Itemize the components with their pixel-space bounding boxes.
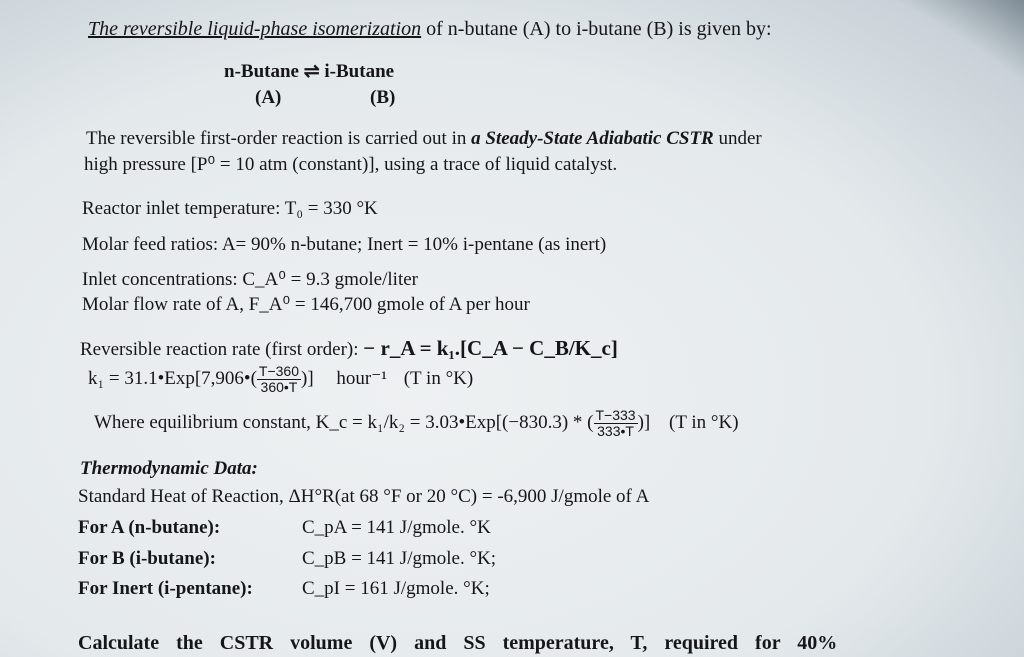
description-line-2: high pressure [P⁰ = 10 atm (constant)], using a trace of liquid catalyst. xyxy=(84,154,618,175)
thermo-label-b: For B (i-butane): xyxy=(78,548,216,569)
heat-of-reaction: Standard Heat of Reaction, ΔH°R(at 68 °F or 20 °C) = -6,900 J/gmole of A xyxy=(78,486,650,507)
k1-denominator: 360•T xyxy=(260,379,298,395)
k1-equation xyxy=(88,364,473,395)
k1-numerator: T−360 xyxy=(258,363,299,379)
thermo-value-inert: C_pI = 161 J/gmole. °K; xyxy=(302,578,490,599)
rate-expression: − r_A = k₁.[C_A − C_B/K_c] xyxy=(363,336,618,360)
reactor-type: a Steady-State Adiabatic CSTR xyxy=(471,128,714,149)
thermo-value-a: C_pA = 141 J/gmole. °K xyxy=(302,517,491,538)
rate-line xyxy=(80,336,618,361)
intro-underlined: The reversible liquid-phase isomerization xyxy=(88,18,422,40)
k1-note: (T in °K) xyxy=(403,367,474,389)
product: i-Butane xyxy=(324,61,395,82)
k1-fraction xyxy=(257,364,301,395)
kc-lhs: Where equilibrium constant, K_c = k₁/k₂ = 3.03•Exp[(−830.3) * ( xyxy=(94,411,594,433)
molar-feed-ratios: Molar feed ratios: A= 90% n-butane; Inert = 10% i-pentane (as inert) xyxy=(82,234,607,255)
intro-rest: of n-butane (A) to i-butane (B) is given by: xyxy=(426,18,772,40)
product-label: (B) xyxy=(370,87,396,108)
k1-lhs: k₁ = 31.1•Exp[7,906•( xyxy=(88,367,257,389)
desc-text: under xyxy=(718,128,762,149)
intro-line xyxy=(88,18,772,41)
k1-unit: hour⁻¹ xyxy=(336,367,387,389)
kc-fraction xyxy=(594,408,638,439)
thermo-title: Thermodynamic Data: xyxy=(80,458,258,479)
k1-close: )] xyxy=(301,367,314,389)
thermo-label-a: For A (n-butane): xyxy=(78,517,221,538)
inlet-temperature: Reactor inlet temperature: T₀ = 330 °K xyxy=(82,198,378,219)
reactant: n-Butane xyxy=(224,61,299,82)
rate-label: Reversible reaction rate (first order): xyxy=(80,339,359,360)
kc-denominator: 333•T xyxy=(597,423,634,439)
reactant-label: (A) xyxy=(255,87,282,108)
kc-note: (T in °K) xyxy=(669,411,739,433)
molar-flow-rate: Molar flow rate of A, F_A⁰ = 146,700 gmole of A per hour xyxy=(82,294,530,315)
question-text: Calculate the CSTR volume (V) and SS temperature, T, required for 40% xyxy=(78,632,838,654)
inlet-concentration: Inlet concentrations: C_A⁰ = 9.3 gmole/liter xyxy=(82,269,418,290)
equilibrium-arrow: ⇌ xyxy=(303,61,320,82)
reaction-equation xyxy=(224,60,394,83)
kc-numerator: T−333 xyxy=(595,407,636,423)
thermo-label-inert: For Inert (i-pentane): xyxy=(78,578,253,599)
thermo-value-b: C_pB = 141 J/gmole. °K; xyxy=(302,548,497,569)
kc-equation xyxy=(94,408,739,439)
description-line-1 xyxy=(86,128,762,150)
kc-close: )] xyxy=(637,411,651,433)
desc-text: The reversible first-order reaction is carried out in xyxy=(86,128,467,149)
